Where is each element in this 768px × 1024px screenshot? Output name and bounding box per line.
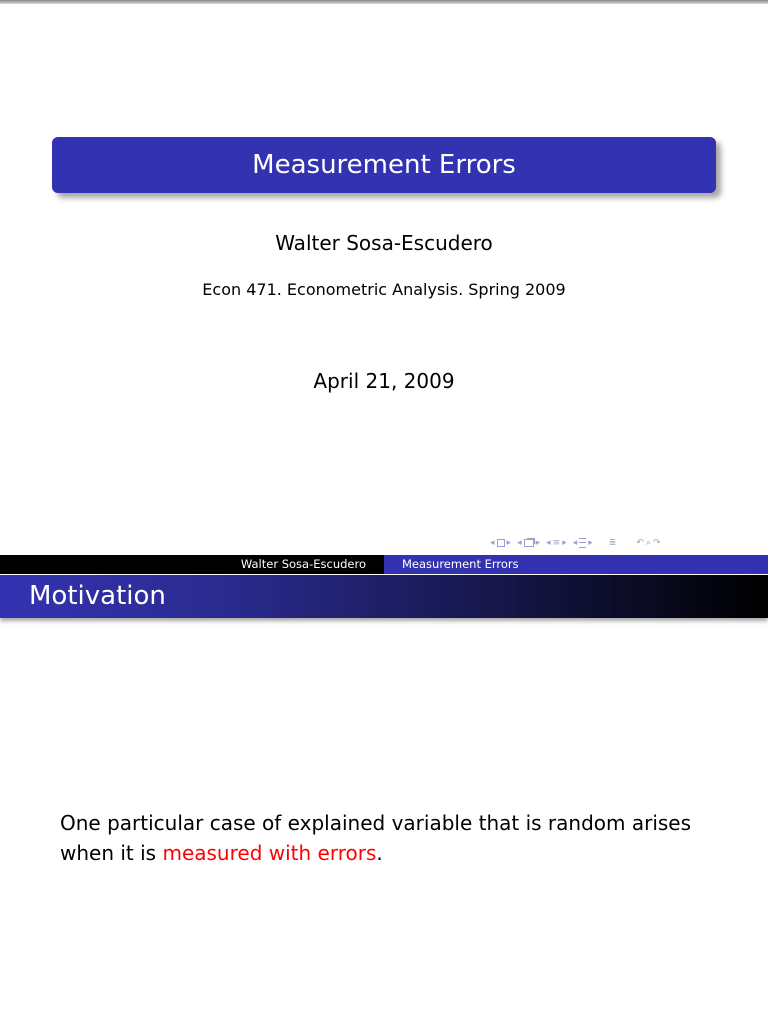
title-block xyxy=(52,137,716,193)
footer-author: Walter Sosa-Escudero xyxy=(0,555,384,574)
presentation-date: April 21, 2009 xyxy=(313,369,455,393)
footer-title: Measurement Errors xyxy=(384,555,768,574)
search-nav-button[interactable] xyxy=(636,539,660,548)
author-name: Walter Sosa-Escudero xyxy=(275,231,493,255)
subsection-nav-button[interactable] xyxy=(573,538,593,548)
alert-text: measured with errors xyxy=(162,841,377,865)
nav-left-arrow-icon: ◂ xyxy=(517,537,522,548)
top-rule xyxy=(0,0,768,4)
presentation-title: Measurement Errors xyxy=(252,150,516,180)
navigation-bar xyxy=(490,536,660,550)
nav-right-arrow-icon: ▸ xyxy=(535,537,541,548)
frame-title: Motivation xyxy=(29,581,166,611)
footer-bar xyxy=(0,555,768,574)
nav-left-arrow-icon: ◂ xyxy=(490,537,495,548)
slide-body-text xyxy=(60,808,720,868)
nav-left-arrow-icon: ◂ xyxy=(546,537,551,548)
body-text-end: . xyxy=(376,841,383,865)
frame-icon xyxy=(497,539,505,547)
section-nav-button[interactable] xyxy=(546,539,567,548)
undo-icon: ↶ xyxy=(636,537,644,548)
align-nav-button[interactable] xyxy=(609,539,617,548)
nav-right-arrow-icon: ▸ xyxy=(506,537,512,548)
subsection-icon xyxy=(579,538,586,548)
body-text-start: One particular case of explained variable that is random arises when it is xyxy=(60,811,692,865)
redo-icon: ↷ xyxy=(652,537,661,548)
frame-nav-button[interactable] xyxy=(490,539,511,548)
search-icon: ⌕ xyxy=(645,537,651,548)
align-icon: ≣ xyxy=(608,537,617,548)
section-icon: ≡ xyxy=(552,537,561,548)
nav-right-arrow-icon: ▸ xyxy=(562,537,567,548)
slides-icon xyxy=(524,539,534,547)
nav-right-arrow-icon: ▸ xyxy=(588,537,593,548)
frame-title-bar xyxy=(0,575,768,618)
slide-nav-button[interactable] xyxy=(517,539,540,548)
institute-line: Econ 471. Econometric Analysis. Spring 2009 xyxy=(202,280,566,299)
nav-left-arrow-icon: ◂ xyxy=(572,537,578,548)
